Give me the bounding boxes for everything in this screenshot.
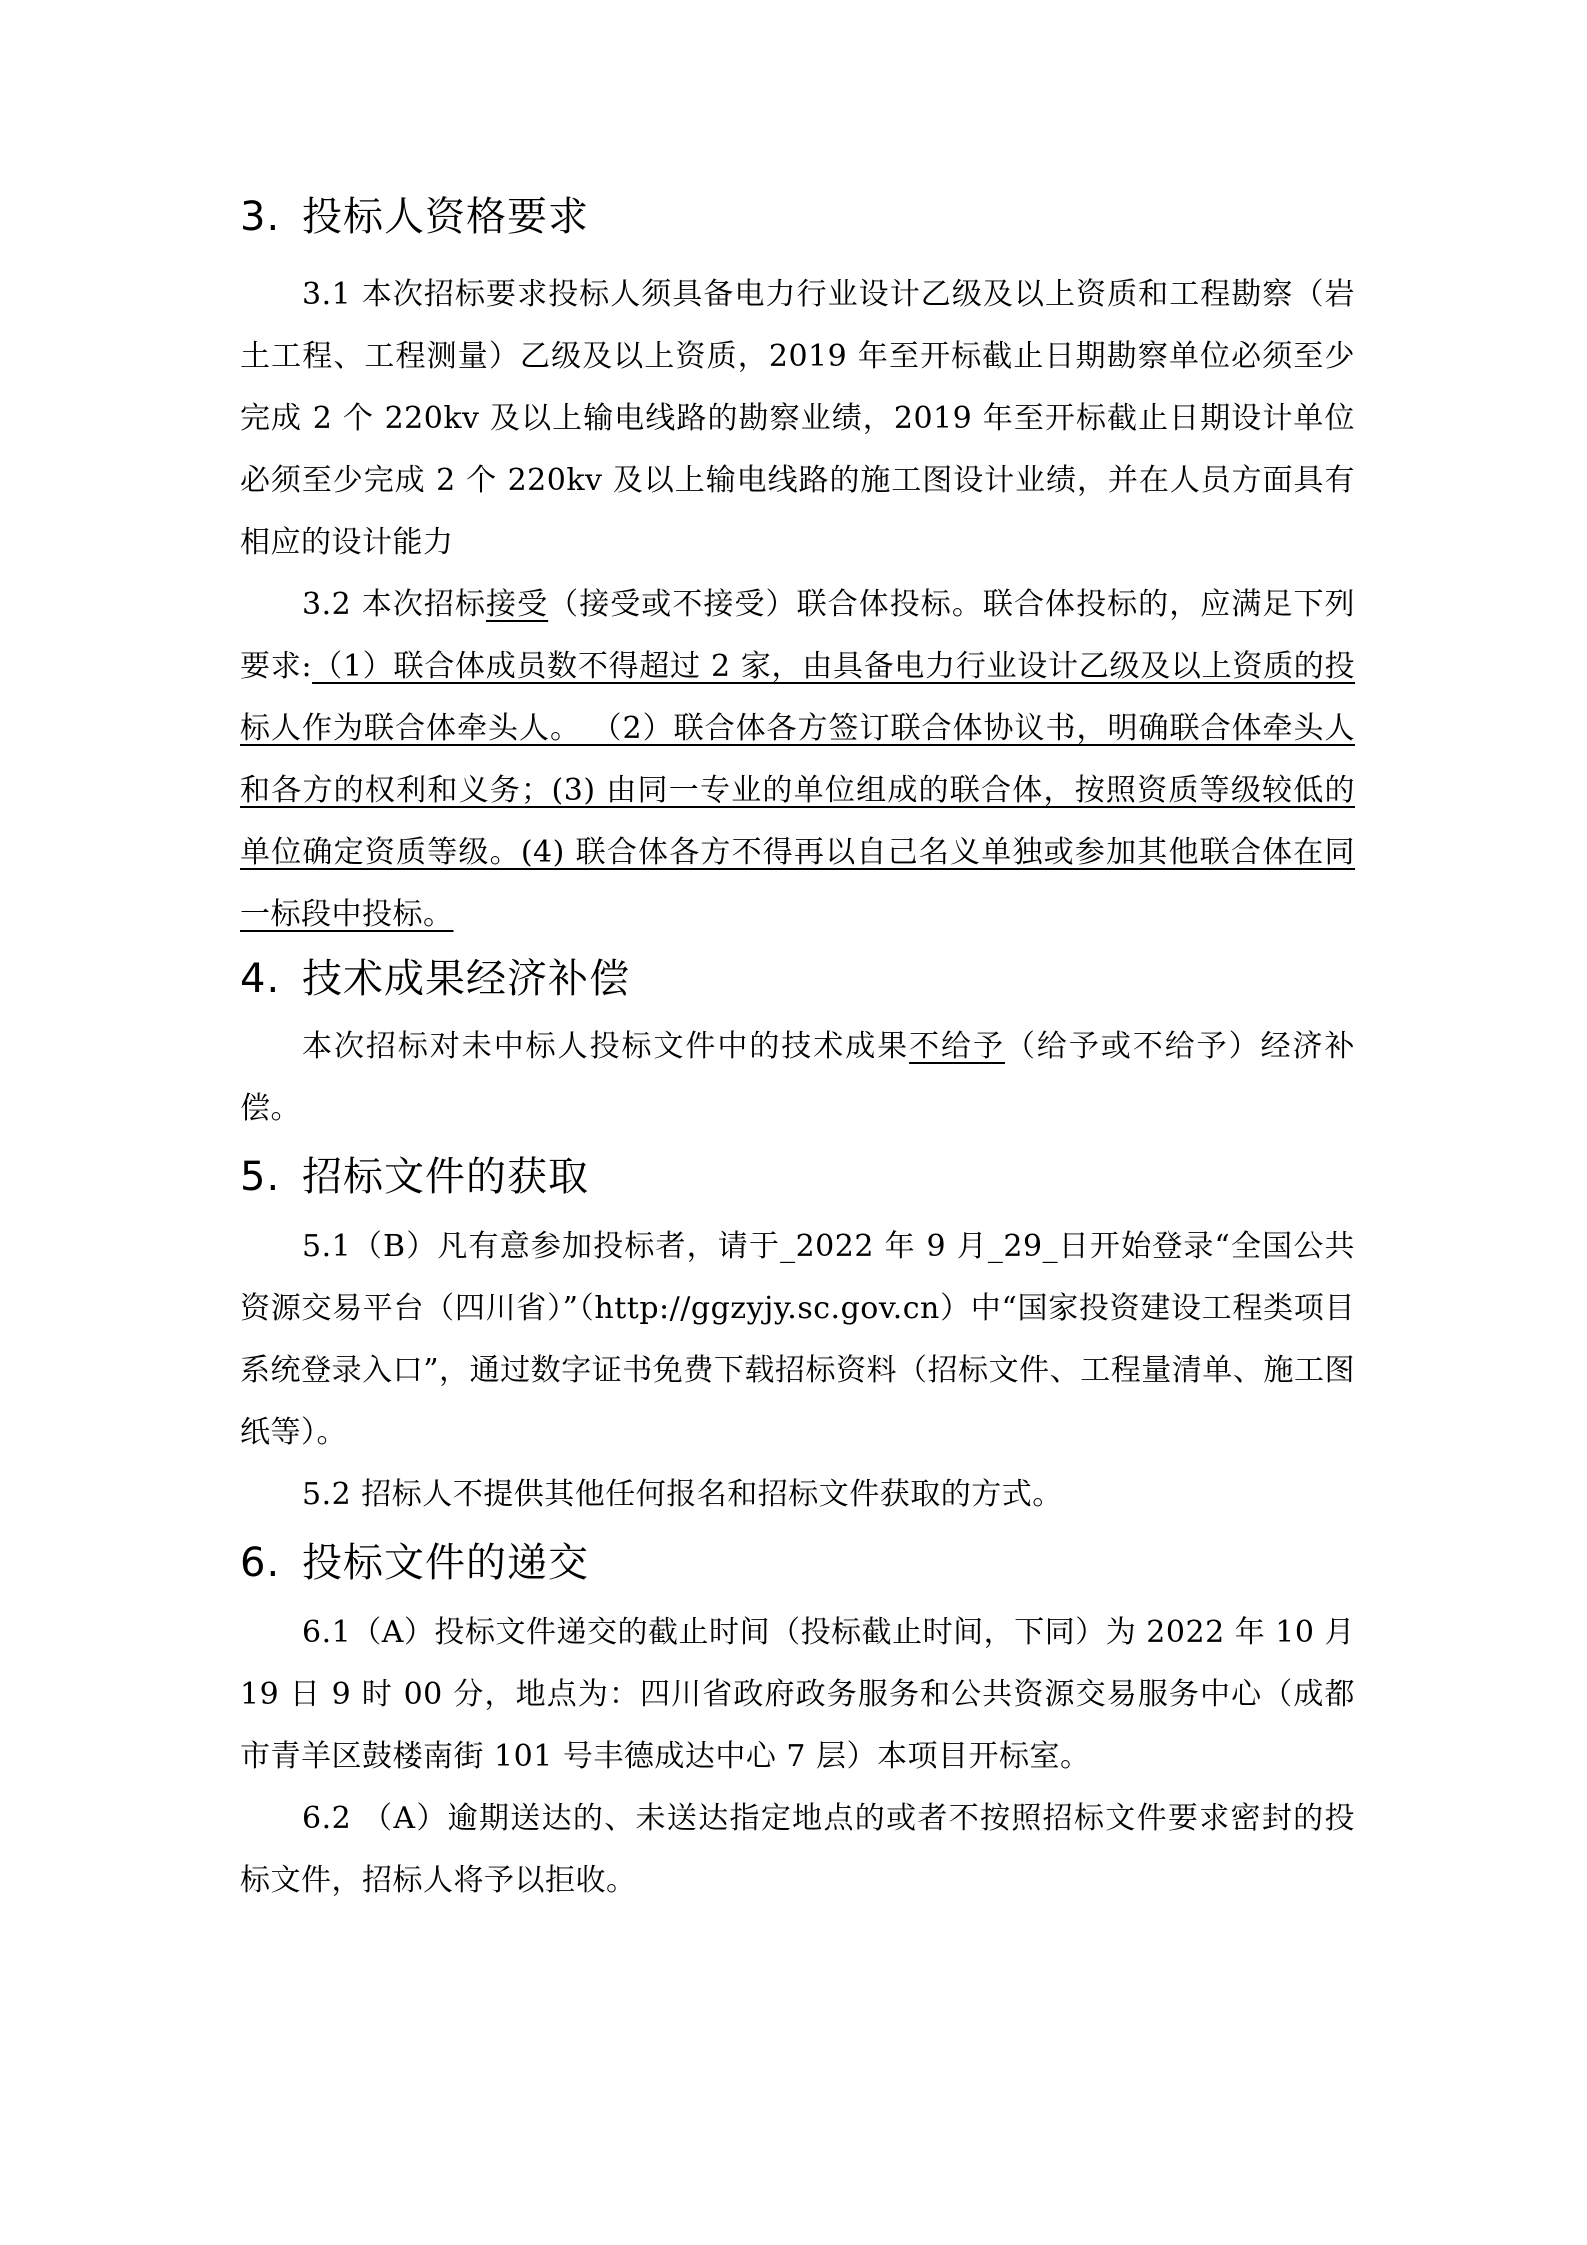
consortium-choice: 接受 [486,587,549,622]
section-6-1-paragraph: 6.1（A）投标文件递交的截止时间（投标截止时间，下同）为 2022 年 10 月 19 日 9 时 00 分，地点为：四川省政府政务服务和公共资源交易服务中心（成都市青羊区鼓楼南街 101 号丰德成达中心 7 层）本项目开标室。 [240,1615,1355,1774]
section-3-heading [240,190,1355,244]
section-6-title: 投标文件的递交 [302,1540,589,1586]
document-content [240,0,1355,1912]
consortium-requirements: （1）联合体成员数不得超过 2 家，由具备电力行业设计乙级及以上资质的投标人作为联合体牵头人。 （2）联合体各方签订联合体协议书，明确联合体牵头人和各方的权利和义务；(3) 由同一专业的单位组成的联合体，按照资质等级较低的单位确定资质等级。(4) 联合体各方不得再以自己名义单独或参加其他联合体在同一标段中投标。 [240,649,1356,932]
section-3-1-paragraph: 3.1 本次招标要求投标人须具备电力行业设计乙级及以上资质和工程勘察（岩土工程、工程测量）乙级及以上资质，2019 年至开标截止日期勘察单位必须至少完成 2 个 220kv 及以上输电线路的勘察业绩，2019 年至开标截止日期设计单位必须至少完成 2 个 220kv 及以上输电线路的施工图设计业绩，并在人员方面具有相应的设计能力 [240,277,1355,560]
section-4-lead: 本次招标对未中标人投标文件中的技术成果 [302,1029,910,1064]
section-3-title: 投标人资格要求 [302,194,589,240]
section-4-heading [240,952,1355,1006]
section-5-1-paragraph: 5.1（B）凡有意参加投标者，请于_2022 年 9 月_29_日开始登录“全国公共资源交易平台（四川省）”（http://ggzyjy.sc.gov.cn）中“国家投资建设工程类项目系统登录入口”，通过数字证书免费下载招标资料（招标文件、工程量清单、施工图纸等）。 [240,1229,1355,1450]
section-5-2-paragraph: 5.2 招标人不提供其他任何报名和招标文件获取的方式。 [302,1477,1063,1512]
section-5-title: 招标文件的获取 [302,1154,589,1200]
section-5-number: 5. [240,1154,281,1200]
section-4-tail: （给予或不给予）经济补偿。 [240,1029,1355,1126]
section-4-title: 技术成果经济补偿 [302,956,630,1002]
section-3-2-lead: 3.2 本次招标 [302,587,487,622]
section-6-number: 6. [240,1540,281,1586]
section-4-paragraph [240,1016,1355,1140]
section-6-2-paragraph: 6.2 （A）逾期送达的、未送达指定地点的或者不按照招标文件要求密封的投标文件，招标人将予以拒收。 [240,1801,1355,1898]
section-5-heading [240,1150,1355,1204]
section-6-heading [240,1536,1355,1590]
compensation-choice: 不给予 [909,1029,1005,1064]
section-3-2-paragraph [240,574,1355,946]
section-4-number: 4. [240,956,281,1002]
section-3-number: 3. [240,194,281,240]
section-3-2-middle: （接受或不接受）联合体投标。联合体投标的，应满足下列要求: [240,587,1356,684]
